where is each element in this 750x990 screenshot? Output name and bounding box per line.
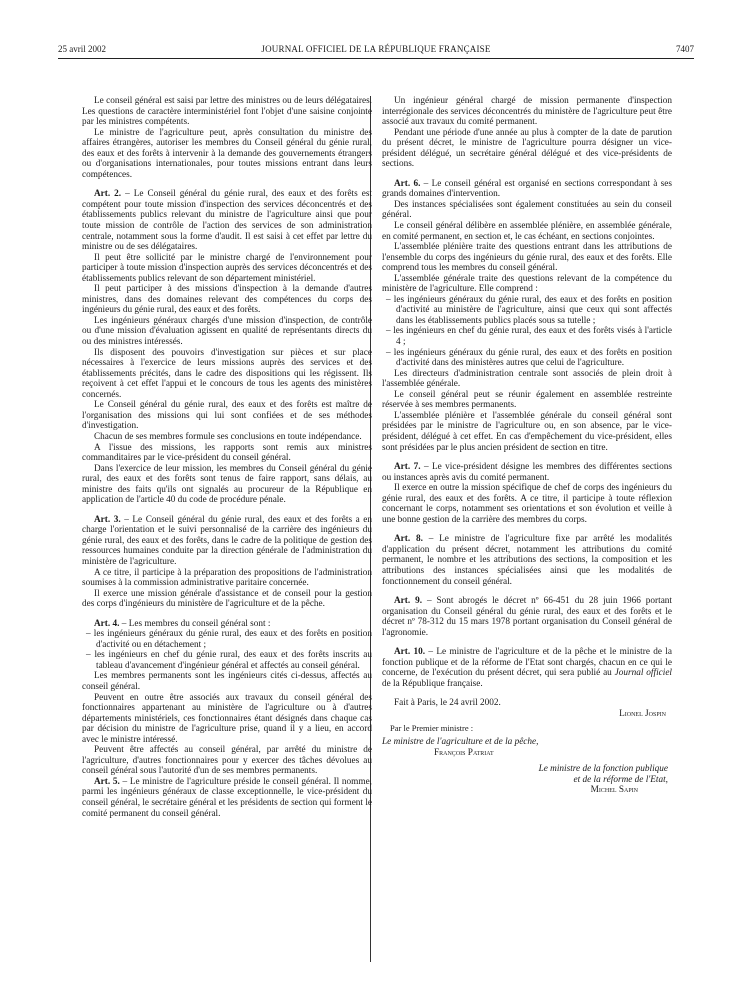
article-text: – Le ministre de l'agriculture fixe par arrêté les modalités d'application du présent décret, notamment les attributions du comité permanent, le nombre et les attributions des sections, la composition et les attributions des instances spécialisées ainsi que les modalités de fonctionnement du conseil général.	[382, 534, 672, 587]
assembly-list	[382, 295, 672, 369]
article-label: Art. 10.	[394, 647, 426, 658]
signature-prime-minister: Lionel Jospin	[619, 708, 666, 719]
paragraph: L'assemblée plénière traite des questions entrant dans les attributions de l'ensemble du corps des ingénieurs du génie rural, des eaux et des forêts. Elle comprend tous les membres du conseil général.	[382, 242, 672, 274]
paragraph: Le conseil général délibère en assemblée plénière, en assemblée générale, en comité permanent, en section et, le cas échéant, en sections conjointes.	[382, 221, 672, 242]
article-label: Art. 6.	[394, 178, 421, 189]
paragraph: Ils disposent des pouvoirs d'investigation sur pièces et sur place nécessaires à l'exercice de leurs missions auprès des services et des établissements précités, dans le cadre des dispositions qui les régissent. Ils reçoivent à cet effet l'appui et le concours de tous les agents des ministères concernés.	[82, 347, 372, 400]
article-text: de la République française.	[382, 678, 483, 689]
paragraph: Les ingénieurs généraux chargés d'une mission d'inspection, de contrôle ou d'une mission d'évaluation agissent en qualité de représentants directs du ou des ministres intéressés.	[82, 315, 372, 348]
paragraph: Il exerce en outre la mission spécifique de chef de corps des ingénieurs du génie rural, des eaux et des forêts. A ce titre, il participe à toute réflexion concernant le corps, notamment ses orientations et son évolution et veille à une bonne gestion de la carrière des membres du corps.	[382, 483, 672, 525]
article-text: – Le conseil général est organisé en sections correspondant à ses grands domaines d'intervention.	[382, 178, 672, 200]
article-label: Art. 9.	[394, 596, 423, 607]
list-item: – les ingénieurs généraux du génie rural, des eaux et des forêts en position d'activité dans des ministères autres que celui de l'agriculture.	[382, 348, 672, 369]
article-9	[382, 596, 672, 638]
paragraph: A ce titre, il participe à la préparation des propositions de l'administration soumises à la commission administrative paritaire concernée.	[82, 567, 372, 589]
paragraph: L'assemblée générale traite des questions relevant de la compétence du ministère de l'agriculture. Elle comprend :	[382, 273, 672, 295]
right-column	[382, 96, 672, 796]
article-label: Art. 3.	[94, 514, 121, 525]
article-6	[382, 179, 672, 200]
paragraph: Il peut être sollicité par le ministre chargé de l'environnement pour participer à toute mission d'inspection auprès des services déconcentrés et des établissements publics relevant de son département ministériel.	[82, 252, 372, 284]
article-text: – Sont abrogés le décret nº 66-451 du 28 juin 1966 portant organisation du Conseil général du génie rural, des eaux et des forêts et le décret nº 78-312 du 15 mars 1978 portant organisation du Conseil général de l'agronomie.	[382, 596, 672, 638]
article-2	[82, 189, 372, 252]
list-item: – les ingénieurs généraux du génie rural, des eaux et des forêts en position d'activité ou en détachement ;	[82, 629, 372, 650]
article-label: Art. 5.	[94, 776, 120, 787]
paragraph: Pendant une période d'une année au plus à compter de la date de parution du présent décret, le ministre de l'agriculture pourra désigner un vice-président délégué, un secrétaire général délégué et des vice-présidents de sections.	[382, 127, 672, 170]
paragraph: Les membres permanents sont les ingénieurs cités ci-dessus, affectés au conseil général.	[82, 671, 372, 692]
article-text: – Le Conseil général du génie rural, des eaux et des forêts a en charge l'orientation et le suivi personnalisé de la carrière des ingénieurs du génie rural, des eaux et des forêts, dans le cadre de la politique de gestion des ressources humaines conduite par la direction générale de l'administration du ministère de l'agriculture.	[82, 514, 372, 567]
paragraph: L'assemblée plénière et l'assemblée générale du conseil général sont présidées par le ministre de l'agriculture ou, en son absence, par le vice-président, délégué à cet effet. En cas d'empêchement du vice-président, elles sont présidées par le plus ancien président de section en titre.	[382, 410, 672, 453]
article-label: Art. 4.	[94, 618, 120, 629]
minister-title-line: et de la réforme de l'Etat,	[573, 774, 668, 785]
signature-agriculture-minister: François Patriat	[434, 747, 494, 758]
page-number: 7407	[676, 44, 694, 54]
article-text: – Le ministre de l'agriculture préside le conseil général. Il nomme, parmi les ingénieurs généraux de classe exceptionnelle, le vice-président du conseil général, le secrétaire général et les présidents de section qui forment le comité permanent du conseil général.	[82, 776, 372, 819]
article-text: – Le Conseil général du génie rural, des eaux et des forêts est compétent pour toute mission d'inspection des services déconcentrés et des établissements publics relevant du ministre de l'agriculture ainsi que pour toute mission de contrôle de l'action des services de son administration centrale, notamment sous la forme d'audit. Il est saisi à cet effet par lettre du ministre ou de ses délégataires.	[82, 189, 372, 253]
article-label: Art. 2.	[94, 189, 122, 200]
paragraph: Le Conseil général du génie rural, des eaux et des forêts est maître de l'organisation des missions qui lui sont confiées et de ses méthodes d'investigation.	[82, 400, 372, 432]
left-column	[82, 96, 372, 819]
date-place: Fait à Paris, le 24 avril 2002.	[394, 698, 501, 709]
paragraph: Il peut participer à des missions d'inspection à la demande d'autres ministres, dans des domaines relevant des compétences du corps des ingénieurs du génie rural, des eaux et des forêts.	[82, 284, 372, 316]
paragraph: Un ingénieur général chargé de mission permanente d'inspection interrégionale des services déconcentrés du ministère de l'agriculture peut être associé aux travaux du comité permanent.	[382, 96, 672, 128]
article-7	[382, 462, 672, 483]
article-label: Art. 8.	[394, 534, 423, 545]
journal-reference: Journal officiel	[614, 668, 672, 679]
list-item: – les ingénieurs généraux du génie rural, des eaux et des forêts en position d'activité au ministère de l'agriculture, ainsi que ceux qui sont affectés dans les établissements publics placés sous sa tutelle ;	[382, 295, 672, 327]
article-text: – Le ministre de l'agriculture et de la pêche et le ministre de la fonction publique et de la réforme de l'Etat sont chargés, chacun en ce qui le concerne, de l'exécution du présent décret, qui sera publié au	[382, 647, 672, 679]
article-text: – Les membres du conseil général sont :	[119, 618, 271, 629]
paragraph: Dans l'exercice de leur mission, les membres du Conseil général du génie rural, des eaux et des forêts sont tenus de faire rapport, sans délais, au ministre des faits qu'ils ont signalés au procureur de la République en application de l'article 40 du code de procédure pénale.	[82, 463, 372, 506]
article-8	[382, 534, 672, 587]
article-label: Art. 7.	[394, 462, 421, 473]
article-4	[82, 619, 372, 630]
paragraph: Le conseil général est saisi par lettre des ministres ou de leurs délégataires. Les questions de caractère interministériel font l'objet d'une saisine conjointe par les ministres compétents.	[82, 96, 372, 128]
paragraph: Chacun de ses membres formule ses conclusions en toute indépendance.	[94, 431, 362, 442]
article-10	[382, 647, 672, 689]
list-item: – les ingénieurs en chef du génie rural, des eaux et des forêts visés à l'article 4 ;	[382, 326, 672, 347]
par-premier-ministre: Par le Premier ministre :	[390, 722, 474, 733]
paragraph: Le ministre de l'agriculture peut, après consultation du ministre des affaires étrangères, autoriser les membres du Conseil général du génie rural, des eaux et des forêts à intervenir à la demande des gouvernements étrangers ou d'organisations internationales, pour toutes missions entrant dans leurs compétences.	[82, 127, 372, 180]
list-item: – les ingénieurs en chef du génie rural, des eaux et des forêts inscrits au tableau d'avancement d'ingénieur général et affectés au conseil général.	[82, 650, 372, 671]
article-text: – Le vice-président désigne les membres des différentes sections ou instances après avis du comité permanent.	[382, 462, 672, 483]
paragraph: Il exerce une mission générale d'assistance et de conseil pour la gestion des corps d'ingénieurs du ministère de l'agriculture et de la pêche.	[82, 588, 372, 610]
article-3	[82, 515, 372, 568]
members-list	[82, 629, 372, 671]
paragraph: Des instances spécialisées sont également constituées au sein du conseil général.	[382, 199, 672, 221]
signature-fonction-publique-minister: Michel Sapin	[590, 785, 638, 796]
minister-title-fonction-publique	[382, 764, 668, 785]
paragraph: Les directeurs d'administration centrale sont associés de plein droit à l'assemblée générale.	[382, 368, 672, 390]
header-rule	[58, 58, 694, 59]
minister-title-agriculture: Le ministre de l'agriculture et de la pêche,	[382, 737, 539, 748]
paragraph: Peuvent en outre être associés aux travaux du conseil général des fonctionnaires appartenant au ministère de l'agriculture ou à d'autres départements ministériels, ces fonctionnaires étant désignés dans chaque cas par décision du ministre de l'agriculture prise, quand il y a lieu, en accord avec le ministre intéressé.	[82, 692, 372, 745]
issue-date: 25 avril 2002	[58, 44, 106, 54]
minister-title-line: Le ministre de la fonction publique	[538, 764, 668, 775]
paragraph: A l'issue des missions, les rapports sont remis aux ministres commanditaires par le vice-président du conseil général.	[82, 442, 372, 464]
paragraph: Le conseil général peut se réunir également en assemblée restreinte réservée à ses membres permanents.	[382, 389, 672, 411]
paragraph: Peuvent être affectés au conseil général, par arrêté du ministre de l'agriculture, d'autres fonctionnaires pour y exercer des tâches dévolues au conseil général sous l'autorité d'un de ses membres permanents.	[82, 745, 372, 777]
journal-title: JOURNAL OFFICIEL DE LA RÉPUBLIQUE FRANÇAISE	[261, 44, 491, 54]
article-5	[82, 777, 372, 819]
